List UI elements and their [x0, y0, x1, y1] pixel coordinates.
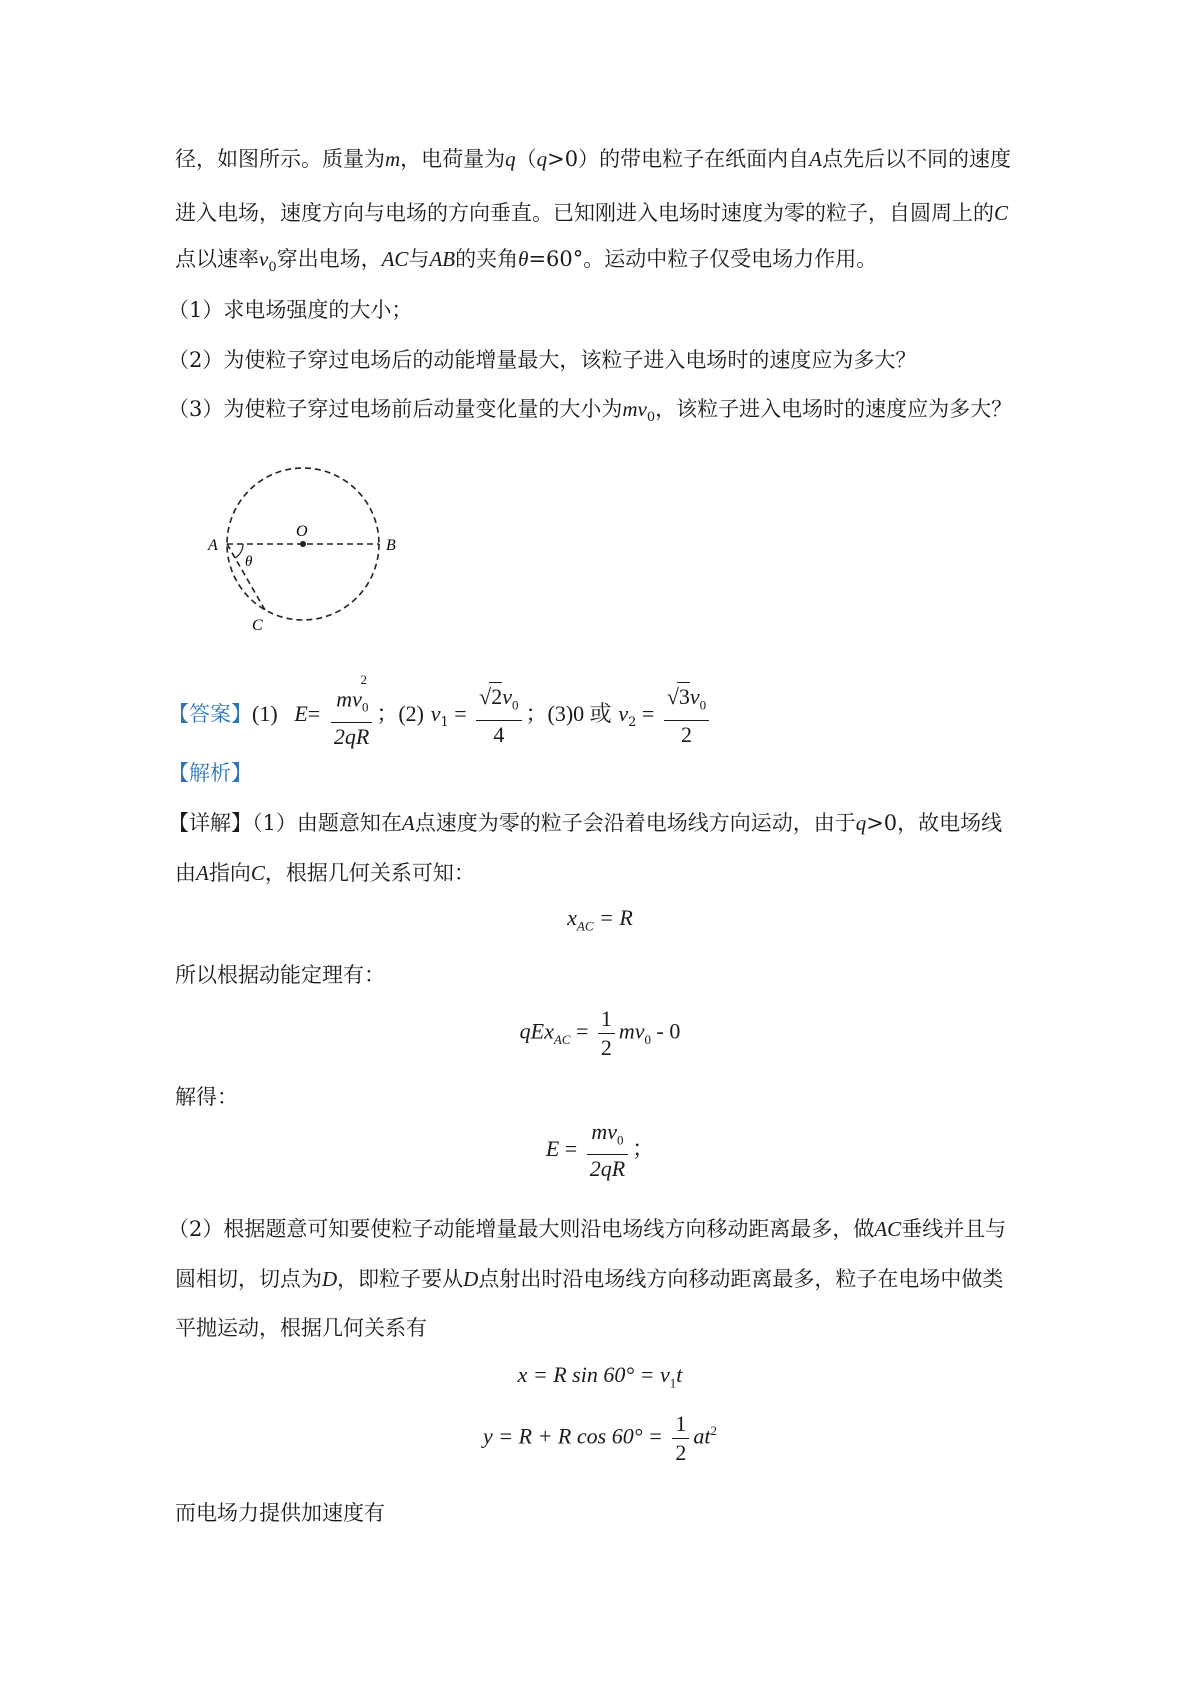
numerator: 1 — [598, 1005, 615, 1034]
lhs: qEx — [519, 1018, 554, 1044]
subscript: 0 — [268, 260, 277, 276]
text: 的夹角 — [455, 247, 519, 271]
denominator: 2 — [681, 721, 692, 747]
detail-2-line-1 — [168, 1214, 1006, 1244]
subscript: AC — [553, 1031, 571, 1047]
numerator: 1 — [672, 1410, 689, 1439]
var-A: A — [401, 811, 415, 835]
denominator: 2qR — [333, 723, 370, 749]
text: 点速度为零的粒子会沿着电场线方向运动，由于 — [414, 811, 856, 835]
var-v: v — [259, 247, 269, 271]
text: ，该粒子进入电场时的速度应为多大？ — [655, 397, 1013, 421]
equation-4 — [0, 1362, 1200, 1391]
detail-line-2 — [175, 858, 475, 888]
text: （3）为使粒子穿过电场前后动量变化量的大小为 — [168, 397, 623, 421]
fraction-half — [672, 1410, 689, 1467]
text-line: 解得： — [175, 1085, 238, 1109]
numerator: v — [502, 684, 513, 710]
denominator: 2qR — [589, 1156, 626, 1182]
lhs: x — [567, 905, 577, 930]
text: 点先后以不同的速度 — [821, 147, 1011, 171]
label-A: A — [208, 537, 218, 554]
text-line: 所以根据动能定理有： — [175, 963, 385, 987]
problem-line-1 — [175, 144, 1011, 174]
var-theta: θ — [518, 247, 529, 271]
detail-tag: 【详解】 — [168, 811, 252, 835]
var-AC: AC — [874, 1217, 902, 1241]
rhs: mv — [618, 1018, 645, 1044]
var-t: t — [676, 1362, 683, 1387]
var-mv: mv — [622, 397, 647, 421]
var-A: A — [809, 147, 822, 171]
question-2: （2）为使粒子穿过电场后的动能增量最大，该粒子进入电场时的速度应为多大？ — [168, 348, 917, 372]
equation-5: y = R + R cos 60° = $\frac{1}{2}$ $at^2$ — [483, 1411, 717, 1465]
denominator: 2 — [675, 1440, 687, 1465]
equals: = — [448, 700, 473, 726]
subscript: AC — [576, 918, 594, 934]
var-m: m — [385, 147, 401, 171]
label-O: O — [296, 523, 308, 540]
text: 径，如图所示。质量为 — [175, 147, 385, 171]
text-line: 而电场力提供加速度有 — [175, 1501, 385, 1525]
tail: - 0 — [651, 1018, 681, 1044]
angle-arc — [235, 544, 243, 558]
numerator: mv — [336, 686, 362, 712]
var-A: A — [196, 861, 209, 885]
text: （1）由题意知在 — [252, 811, 402, 835]
text: 由 — [175, 861, 196, 885]
center-point — [300, 541, 306, 547]
equals: = — [307, 700, 321, 726]
text: =60°。运动中粒子仅受电场力作用。 — [528, 247, 878, 271]
sqrt-value: 2 — [491, 684, 503, 710]
equals: = — [559, 1135, 583, 1161]
text: 点以速率 — [175, 247, 259, 271]
text: 圆相切，切点为 — [175, 1267, 322, 1291]
text: 与 — [408, 247, 430, 271]
tail: ； — [632, 1135, 655, 1161]
problem-line-2 — [175, 198, 1008, 228]
equation-text: y = R + R cos 60° = — [483, 1423, 669, 1449]
var-C: C — [250, 861, 265, 885]
text: >0）的带电粒子在纸面内自 — [547, 147, 810, 171]
label-B: B — [386, 537, 396, 554]
var-q: q — [505, 147, 516, 171]
var-q: q — [536, 147, 548, 171]
text: 指向 — [208, 861, 251, 885]
equation-1 — [0, 905, 1200, 934]
label-C: C — [252, 617, 263, 634]
detail-2-line-2 — [175, 1264, 1003, 1294]
problem-line-3 — [175, 244, 877, 283]
answer-line: 【答案】(1) E= $\frac{mv_0^2}{2qR}$ ；(2) $v_1$ = $\frac{√2v_0}{4}$ ；(3)0 或 $v_2$ = $\frac{√3v_0}{2}$ — [168, 680, 713, 753]
var-C: C — [994, 201, 1009, 225]
subscript: 1 — [669, 1375, 677, 1391]
var-AB: AB — [429, 247, 456, 271]
equals: = — [636, 700, 660, 726]
lhs: E — [545, 1135, 560, 1161]
answer-tag: 【答案】 — [168, 701, 252, 726]
var-D: D — [322, 1267, 338, 1291]
answer-fraction-1: $\frac{mv_0^2}{2qR}$ — [331, 680, 372, 751]
text: 进入电场，速度方向与电场的方向垂直。已知刚进入电场时速度为零的粒子，自圆周上的 — [175, 201, 994, 225]
text: (1) — [252, 700, 278, 726]
equation-3 — [0, 1118, 1200, 1183]
separator: ；(2) — [376, 700, 425, 726]
var-D: D — [463, 1267, 479, 1291]
text: 穿出电场， — [276, 247, 382, 271]
text: >0，故电场线 — [866, 811, 1003, 835]
tail: at — [693, 1423, 711, 1449]
text: （ — [515, 147, 537, 171]
sqrt-value: 3 — [678, 684, 690, 710]
detail-2-line-3: 平抛运动，根据几何关系有 — [175, 1316, 427, 1340]
fraction-E: $\frac{mv_0}{2qR}$ — [587, 1118, 628, 1183]
fraction-half — [598, 1005, 615, 1062]
detail-line-1 — [168, 808, 1002, 838]
label-theta: θ — [245, 554, 253, 570]
separator: ；(3)0 或 — [525, 700, 612, 726]
answer-fraction-3: $\frac{√3v_0}{2}$ — [664, 682, 709, 748]
text: 垂线并且与 — [901, 1217, 1007, 1241]
analysis-tag: 【解析】 — [168, 761, 252, 785]
var-q: q — [855, 811, 867, 835]
rhs: = R — [593, 905, 633, 930]
text: （2）根据题意可知要使粒子动能增量最大则沿电场线方向移动距离最多，做 — [168, 1217, 875, 1241]
question-3 — [168, 394, 1012, 433]
text: ，电荷量为 — [400, 147, 506, 171]
numerator: mv — [591, 1119, 617, 1144]
equation-2: qEx$_{AC}$ = $\frac{1}{2}$ $mv_0 - 0$ — [519, 1006, 681, 1060]
equation-text: x = R sin 60° = v — [517, 1362, 670, 1387]
var-AC: AC — [381, 247, 409, 271]
var-v: v — [430, 700, 441, 726]
denominator: 4 — [493, 721, 505, 747]
var-E: E — [294, 700, 308, 726]
numerator: v — [689, 684, 700, 710]
subscript: 0 — [646, 410, 656, 426]
text: 点射出时沿电场线方向移动距离最多，粒子在电场中做类 — [478, 1267, 1004, 1291]
denominator: 2 — [600, 1035, 612, 1060]
var-v: v — [618, 700, 629, 726]
answer-fraction-2: $\frac{√2v_0}{4}$ — [476, 682, 521, 748]
question-1: （1）求电场强度的大小； — [168, 298, 413, 322]
text: ，即粒子要从 — [337, 1267, 464, 1291]
circle-figure — [190, 450, 420, 650]
equals: = — [570, 1018, 594, 1044]
text: ，根据几何关系可知： — [264, 861, 475, 885]
